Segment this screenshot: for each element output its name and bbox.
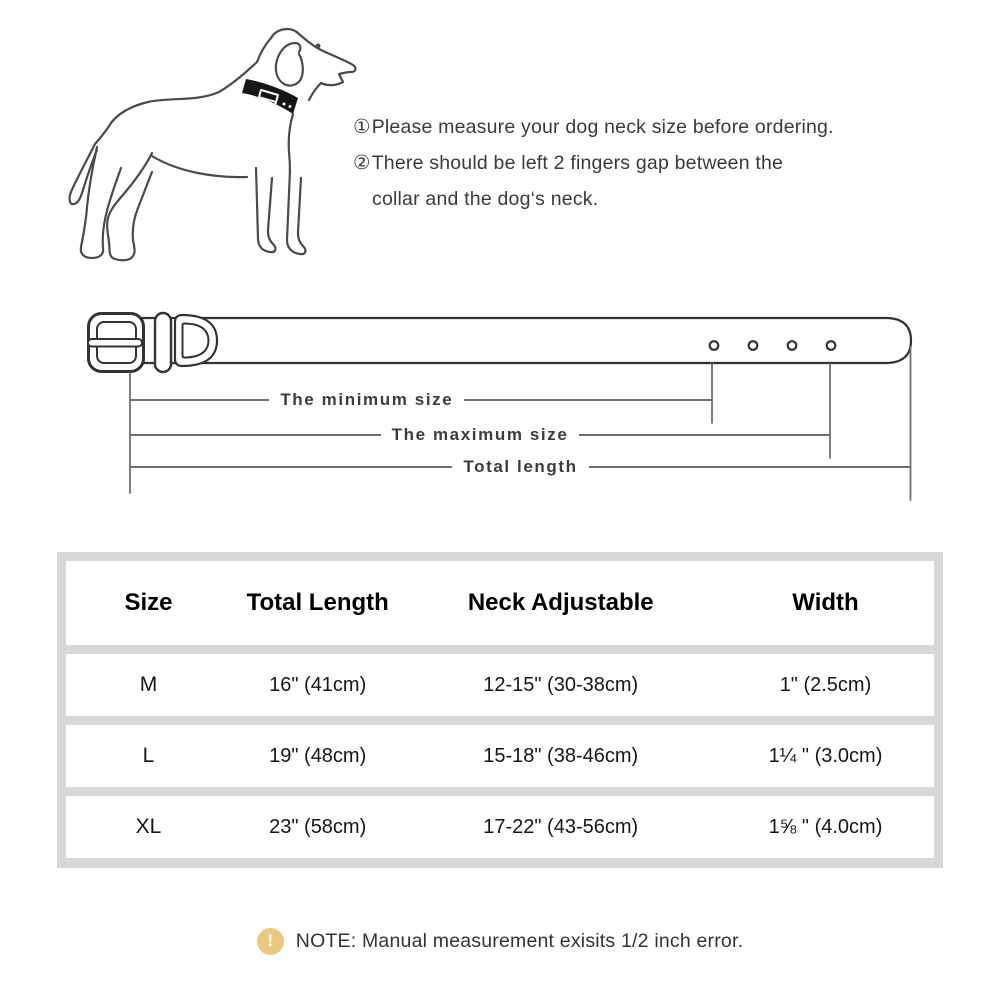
- maximum-size-label: The maximum size: [381, 425, 580, 445]
- measurement-note: [0, 924, 1000, 958]
- header-neck-adjustable: Neck Adjustable: [467, 589, 654, 616]
- exclamation-icon: !: [257, 928, 284, 955]
- measure-instructions: [353, 109, 834, 217]
- cell-width: 1⅝ " (4.0cm): [768, 815, 883, 838]
- cell-neck-adjustable: 12-15" (30-38cm): [483, 673, 639, 696]
- measure-line-segment: [579, 434, 830, 436]
- dog-hind-leg-near: [107, 153, 152, 260]
- instruction-2: [353, 145, 834, 181]
- note-text: NOTE: Manual measurement exisits 1/2 inch error.: [295, 929, 744, 952]
- dog-illustration: [50, 10, 380, 295]
- collar-hole-3: [788, 341, 797, 350]
- header-size: Size: [124, 589, 173, 616]
- collar-keeper-loop: [155, 313, 171, 372]
- instruction-2-text-line2: collar and the dog‘s neck.: [372, 188, 599, 210]
- cell-size: XL: [135, 815, 162, 838]
- instruction-2-continued: [353, 181, 834, 217]
- instruction-2-number: ②: [353, 152, 371, 174]
- measure-line-maximum: [130, 424, 830, 446]
- minimum-size-label: The minimum size: [269, 390, 464, 410]
- table-row-l: [66, 725, 934, 787]
- total-length-label: Total length: [452, 457, 588, 477]
- measure-line-segment: [464, 399, 712, 401]
- collar-d-ring-outer: [175, 315, 217, 366]
- measure-line-segment: [130, 434, 381, 436]
- collar-hole-4: [827, 341, 836, 350]
- cell-neck-adjustable: 17-22" (43-56cm): [483, 815, 639, 838]
- dog-collar-hole: [295, 108, 298, 111]
- cell-neck-adjustable: 15-18" (38-46cm): [483, 744, 639, 767]
- collar-hole-2: [749, 341, 758, 350]
- dog-collar-hole: [289, 105, 292, 108]
- measure-line-minimum: [130, 389, 712, 411]
- cell-total-length: 23" (58cm): [269, 815, 367, 838]
- instruction-1-text: Please measure your dog neck size before ordering.: [371, 116, 834, 138]
- cell-total-length: 16" (41cm): [269, 673, 367, 696]
- dog-collar-hole: [283, 103, 286, 106]
- header-total-length: Total Length: [246, 589, 389, 616]
- header-width: Width: [792, 589, 859, 616]
- measure-line-segment: [589, 466, 911, 468]
- dog-front-leg-near: [287, 170, 305, 254]
- instruction-1-number: ①: [353, 116, 371, 138]
- cell-total-length: 19" (48cm): [269, 744, 367, 767]
- dog-belly-line: [152, 156, 247, 177]
- dog-ear: [276, 43, 303, 86]
- cell-width: 1¼ " (3.0cm): [768, 744, 883, 767]
- instruction-2-text-line1: There should be left 2 fingers gap between the: [371, 152, 784, 174]
- cell-size: M: [139, 673, 158, 696]
- cell-width: 1" (2.5cm): [779, 673, 872, 696]
- measure-line-segment: [130, 399, 269, 401]
- dog-body-outline: [70, 38, 271, 204]
- measure-line-segment: [130, 466, 452, 468]
- table-header-row: [66, 561, 934, 645]
- table-row-xl: [66, 796, 934, 858]
- dog-front-leg-far: [256, 168, 275, 252]
- table-row-m: [66, 654, 934, 716]
- dog-eye: [316, 44, 321, 49]
- cell-size: L: [142, 744, 155, 767]
- dog-head-outline: [271, 29, 355, 100]
- dog-hind-leg-far: [81, 147, 121, 258]
- collar-buckle-pin: [88, 339, 142, 347]
- collar-hole-1: [710, 341, 719, 350]
- instruction-1: [353, 109, 834, 145]
- size-table: [57, 552, 943, 868]
- dog-chest-line: [289, 114, 293, 173]
- measure-line-total: [130, 456, 911, 478]
